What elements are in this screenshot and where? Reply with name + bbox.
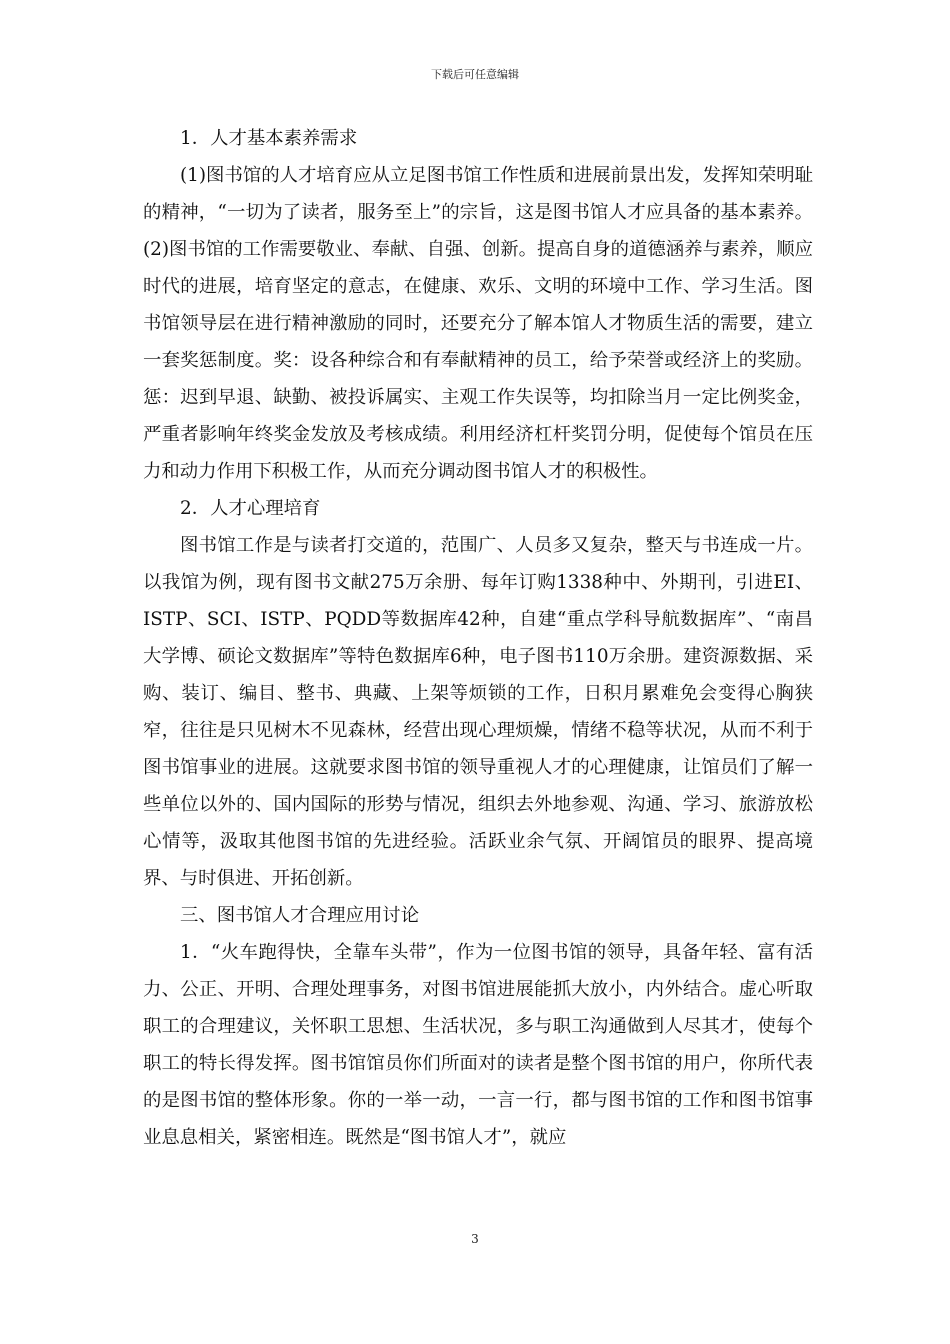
document-body (143, 120, 813, 1156)
page-header: 下载后可任意编辑 (431, 68, 519, 81)
section-heading: 2．人才心理培育 (180, 498, 321, 519)
page-number: 3 (471, 1232, 479, 1246)
paragraph: 图书馆工作是与读者打交道的，范围广、人员多又复杂，整天与书连成一片。以我馆为例，现有图书文献275万余册、每年订购1338种中、外期刊，引进EI、ISTP、SCI、ISTP、PQDD等数据库42种，自建“重点学科导航数据库”、“南昌大学博、硕论文数据库”等特色数据库6种，电子图书110万余册。建资源数据、采购、装订、编目、整书、典藏、上架等烦锁的工作，日积月累难免会变得心胸狭窄，往往是只见树木不见森林，经营出现心理烦燥，情绪不稳等状况，从而不利于图书馆事业的进展。这就要求图书馆的领导重视人才的心理健康，让馆员们了解一些单位以外的、国内国际的形势与情况，组织去外地参观、沟通、学习、旅游放松心情等，汲取其他图书馆的先进经验。活跃业余气氛、开阔馆员的眼界、提高境界、与时俱进、开拓创新。 (143, 535, 813, 889)
paragraph: 1．“火车跑得快，全靠车头带”，作为一位图书馆的领导，具备年轻、富有活力、公正、开明、合理处理事务，对图书馆进展能抓大放小，内外结合。虚心听取职工的合理建议，关怀职工思想、生活状况，多与职工沟通做到人尽其才，使每个职工的特长得发挥。图书馆馆员你们所面对的读者是整个图书馆的用户，你所代表的是图书馆的整体形象。你的一举一动，一言一行，都与图书馆的工作和图书馆事业息息相关，紧密相连。既然是“图书馆人才”，就应 (143, 942, 813, 1148)
section-heading: 1．人才基本素养需求 (180, 128, 358, 149)
paragraph: (1)图书馆的人才培育应从立足图书馆工作性质和进展前景出发，发挥知荣明耻的精神，“一切为了读者，服务至上”的宗旨，这是图书馆人才应具备的基本素养。(2)图书馆的工作需要敬业、奉献、自强、创新。提高自身的道德涵养与素养，顺应时代的进展，培育坚定的意志，在健康、欢乐、文明的环境中工作、学习生活。图书馆领导层在进行精神激励的同时，还要充分了解本馆人才物质生活的需要，建立一套奖惩制度。奖：设各种综合和有奉献精神的员工，给予荣誉或经济上的奖励。惩：迟到早退、缺勤、被投诉属实、主观工作失误等，均扣除当月一定比例奖金，严重者影响年终奖金发放及考核成绩。利用经济杠杆奖罚分明，促使每个馆员在压力和动力作用下积极工作，从而充分调动图书馆人才的积极性。 (143, 165, 813, 482)
section-heading: 三、图书馆人才合理应用讨论 (180, 905, 420, 926)
